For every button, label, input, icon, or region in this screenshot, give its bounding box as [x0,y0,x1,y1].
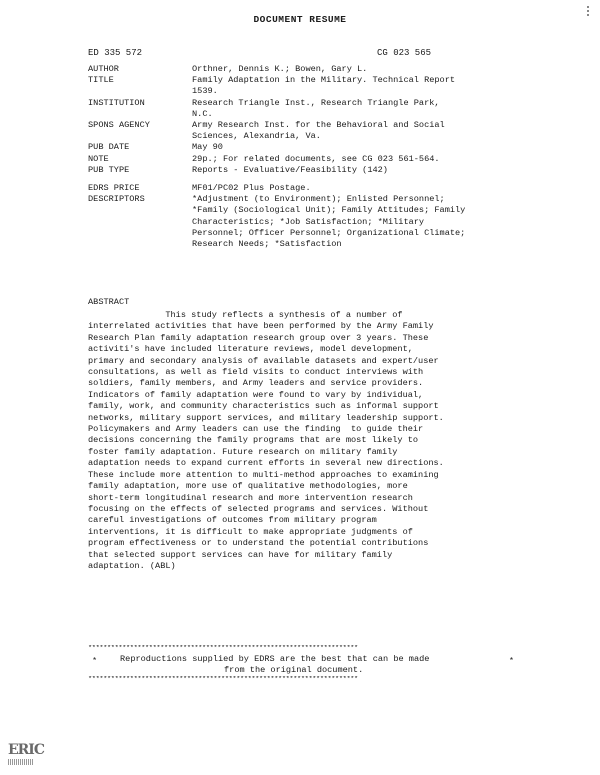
reproduction-notice [88,645,518,685]
metadata-value: Characteristics; *Job Satisfaction; *Military [192,216,425,227]
metadata-fields [88,64,538,250]
metadata-label: SPONS AGENCY [88,120,150,131]
metadata-row [88,142,538,153]
scan-mark [584,4,592,18]
metadata-row [88,131,538,142]
eric-logo-text: ERIC [8,742,44,758]
metadata-group-primary [88,64,538,176]
metadata-label [88,109,192,120]
metadata-label: NOTE [88,153,109,164]
metadata-value: May 90 [192,142,223,153]
metadata-gap [88,176,538,183]
metadata-row [88,205,538,216]
abstract-line: primary and secondary analysis of available datasets and expert/user [88,355,439,366]
abstract-line: networks, military support services, and military leadership support. [88,412,444,423]
star-right: * [508,656,514,666]
metadata-row [88,86,538,97]
metadata-row [88,194,538,205]
metadata-label: DESCRIPTORS [88,194,145,205]
abstract-line: family, work, and community characteristics such as informal support [88,401,439,412]
reproduction-line-1: Reproductions supplied by EDRS are the best that can be made [120,654,430,664]
metadata-label [88,86,192,97]
abstract-line: Indicators of family adaptation were found to vary by individual, [88,389,424,400]
abstract-line: family adaptation, more use of qualitative methodologies, more [88,481,408,492]
metadata-label [88,228,192,239]
metadata-label: TITLE [88,75,114,86]
abstract-line: These include more attention to multi-method approaches to examining [88,469,439,480]
star-border-bottom: *********************************************************************** [88,676,358,684]
abstract-label: ABSTRACT [88,297,130,307]
abstract-line: focusing on the effects of selected programs and services. Without [88,503,429,514]
abstract-line: interventions, it is difficult to make appropriate judgments of [88,526,413,537]
star-left: * [92,656,98,666]
metadata-row [88,165,538,176]
metadata-label: PUB DATE [88,142,130,153]
metadata-value: *Adjustment (to Environment); Enlisted Personnel; [192,194,445,205]
metadata-row [88,98,538,109]
metadata-label [88,131,192,142]
metadata-label: PUB TYPE [88,164,130,175]
metadata-value: *Family (Sociological Unit); Family Attitudes; Family [192,205,466,216]
eric-logo [8,742,44,770]
metadata-label: EDRS PRICE [88,183,140,194]
abstract-line: consultations, as well as field visits to conduct interviews with [88,367,424,378]
abstract-line: adaptation needs to expand current efforts in several new directions. [88,458,444,469]
star-border-top: *********************************************************************** [88,645,358,653]
abstract-line: soldiers, family members, and Army leaders and service providers. [88,378,424,389]
metadata-value: 1539. [192,86,218,97]
metadata-value: N.C. [192,108,213,119]
metadata-label [88,217,192,228]
abstract-line: foster family adaptation. Future research on military family [88,446,398,457]
abstract-line: This study reflects a synthesis of a number of [88,310,403,320]
reproduction-line-2: from the original document. [224,665,364,675]
metadata-value: Sciences, Alexandria, Va. [192,131,321,142]
metadata-row [88,217,538,228]
metadata-value: Personnel; Officer Personnel; Organizational Climate; [192,227,466,238]
metadata-label: INSTITUTION [88,97,145,108]
metadata-value: Orthner, Dennis K.; Bowen, Gary L. [192,64,368,74]
metadata-value: Army Research Inst. for the Behavioral and Social [192,120,445,131]
cg-number: CG 023 565 [377,48,432,58]
abstract-line: Research Plan family adaptation research group over 3 years. These [88,332,429,343]
metadata-value: 29p.; For related documents, see CG 023 561-564. [192,153,440,164]
metadata-row [88,109,538,120]
metadata-value: MF01/PC02 Plus Postage. [192,183,311,194]
abstract-line: adaptation. (ABL) [88,560,176,571]
abstract-line: decisions concerning the family programs that are most likely to [88,435,419,446]
metadata-row [88,228,538,239]
abstract-line: short-term longitudinal research and more intervention research [88,492,413,503]
metadata-value: Reports - Evaluative/Feasibility (142) [192,164,388,175]
metadata-row [88,120,538,131]
abstract-line: that selected support services can have for military family [88,549,393,560]
metadata-value: Family Adaptation in the Military. Technical Report [192,75,456,86]
abstract-line: activiti's have included literature reviews, model development, [88,344,413,355]
metadata-label: AUTHOR [88,64,119,74]
metadata-group-secondary [88,183,538,250]
metadata-label [88,205,192,216]
abstract-line: Policymakers and Army leaders can use the finding to guide their [88,424,424,435]
reproduction-notice-row [88,654,518,676]
metadata-label [88,239,192,250]
abstract-line: careful investigations of outcomes from military program [88,515,377,526]
abstract-line: interrelated activities that have been performed by the Army Family [88,321,434,332]
metadata-value: Research Triangle Inst., Research Triangle Park, [192,97,440,108]
document-title: DOCUMENT RESUME [253,14,347,25]
metadata-row [88,75,538,86]
metadata-value: Research Needs; *Satisfaction [192,239,342,250]
metadata-row [88,64,538,75]
ed-number: ED 335 572 [88,48,143,58]
metadata-row [88,154,538,165]
abstract-line: program effectiveness or to understand the potential contributions [88,538,429,549]
metadata-row [88,183,538,194]
metadata-row [88,239,538,250]
eric-logo-underline [8,759,34,765]
abstract-body [88,310,528,572]
